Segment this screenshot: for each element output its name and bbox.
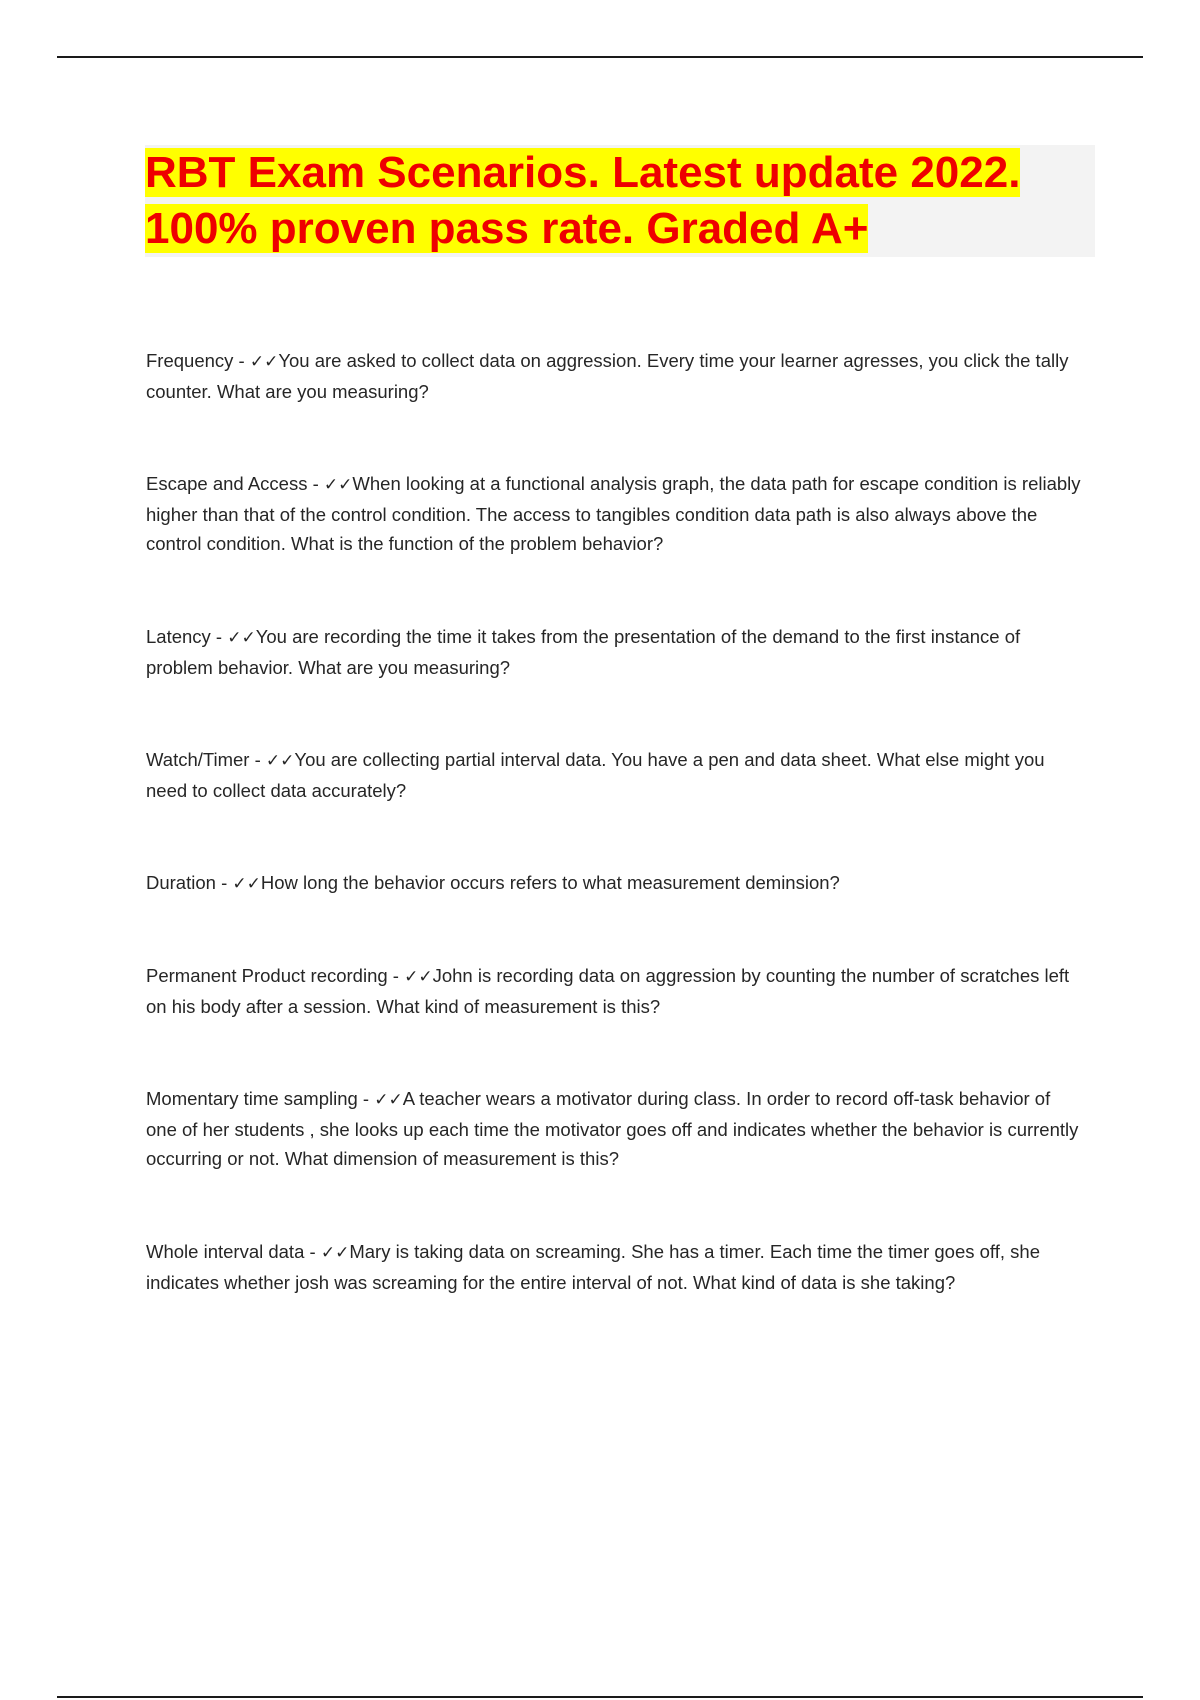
entry-term: Latency xyxy=(146,626,211,647)
entry-separator: - xyxy=(387,965,405,986)
entry-term: Permanent Product recording xyxy=(146,965,388,986)
entry-text: How long the behavior occurs refers to what measurement deminsion? xyxy=(260,872,840,893)
entry-separator: - xyxy=(249,749,266,770)
qa-entry-escape-and-access xyxy=(146,469,1086,558)
entry-text: You are asked to collect data on aggression. Every time your learner agresses, you click the tally counter. What are you measuring? xyxy=(146,350,1069,402)
entry-term: Watch/Timer xyxy=(146,749,250,770)
entry-separator: - xyxy=(304,1241,321,1262)
entry-text: Mary is taking data on screaming. She has a timer. Each time the timer goes off, she indicates whether josh was screaming for the entire interval of not. What kind of data is she taking? xyxy=(146,1241,1040,1293)
check-mark-icon: ✓✓ xyxy=(404,967,433,987)
entry-term: Frequency xyxy=(146,350,234,371)
entry-text: A teacher wears a motivator during class. In order to record off-task behavior of one of her students , she looks up each time the motivator goes off and indicates whether the behavior is currently occurring or not. What dimension of measurement is this? xyxy=(146,1088,1079,1169)
qa-entry-whole-interval xyxy=(146,1237,1086,1297)
check-mark-icon: ✓✓ xyxy=(265,751,295,771)
qa-entry-latency xyxy=(146,622,1086,682)
check-mark-icon: ✓✓ xyxy=(232,874,261,894)
entry-text: You are recording the time it takes from the presentation of the demand to the first instance of problem behavior. What are you measuring? xyxy=(146,626,1021,678)
check-mark-icon: ✓✓ xyxy=(323,475,353,495)
entry-term: Whole interval data xyxy=(146,1241,305,1262)
entry-separator: - xyxy=(215,872,233,893)
qa-entry-duration xyxy=(146,868,1086,899)
top-divider xyxy=(57,56,1143,58)
check-mark-icon: ✓✓ xyxy=(227,628,256,648)
entry-term: Escape and Access xyxy=(146,473,308,494)
entry-text: You are collecting partial interval data. You have a pen and data sheet. What else might you need to collect data accurately? xyxy=(146,749,1045,801)
entry-separator: - xyxy=(210,626,228,647)
check-mark-icon: ✓✓ xyxy=(249,352,279,372)
entry-term: Duration xyxy=(146,872,216,893)
qa-entry-watch-timer xyxy=(146,745,1086,805)
entry-text: John is recording data on aggression by counting the number of scratches left on his body after a session. What kind of measurement is this? xyxy=(146,965,1070,1017)
title-block xyxy=(145,145,1095,257)
entry-text: When looking at a functional analysis graph, the data path for escape condition is reliably higher than that of the control condition. The access to tangibles condition data path is also always above the control condition. What is the function of the problem behavior? xyxy=(146,473,1081,554)
title-highlight: RBT Exam Scenarios. Latest update 2022. 100% proven pass rate. Graded A+ xyxy=(145,148,1021,253)
qa-entry-momentary-time-sampling xyxy=(146,1084,1086,1173)
check-mark-icon: ✓✓ xyxy=(320,1243,350,1263)
qa-entry-permanent-product xyxy=(146,961,1086,1021)
entry-term: Momentary time sampling xyxy=(146,1088,358,1109)
document-title xyxy=(145,145,1095,257)
qa-entry-frequency xyxy=(146,346,1086,406)
entry-separator: - xyxy=(357,1088,375,1109)
entry-separator: - xyxy=(233,350,250,371)
entry-separator: - xyxy=(307,473,324,494)
check-mark-icon: ✓✓ xyxy=(374,1090,403,1110)
bottom-divider xyxy=(57,1696,1143,1698)
